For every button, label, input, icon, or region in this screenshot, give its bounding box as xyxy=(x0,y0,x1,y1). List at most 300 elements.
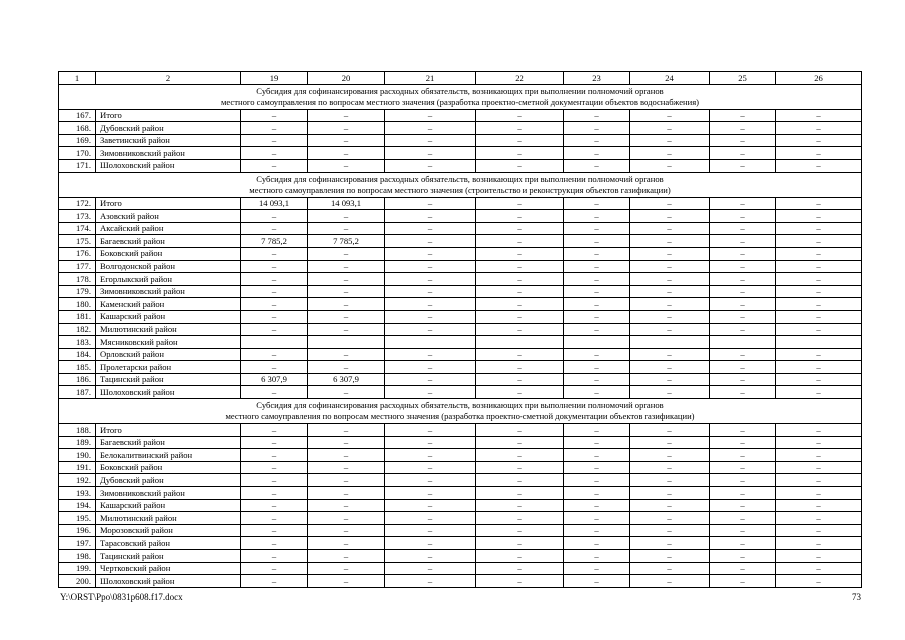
district-name: Шолоховский район xyxy=(96,159,241,172)
value-cell: – xyxy=(241,260,308,273)
value-cell: – xyxy=(308,285,385,298)
value-cell: – xyxy=(564,197,630,210)
value-cell: – xyxy=(710,487,776,500)
value-cell: – xyxy=(776,109,862,122)
value-cell: – xyxy=(308,487,385,500)
district-name: Белокалитвинский район xyxy=(96,449,241,462)
value-cell: – xyxy=(241,562,308,575)
row-number: 167. xyxy=(59,109,96,122)
value-cell: – xyxy=(710,512,776,525)
value-cell: 7 785,2 xyxy=(308,235,385,248)
value-cell: – xyxy=(241,512,308,525)
value-cell: – xyxy=(241,436,308,449)
table-row xyxy=(59,159,862,172)
value-cell: – xyxy=(385,424,476,437)
value-cell: – xyxy=(776,235,862,248)
district-name: Дубовский район xyxy=(96,474,241,487)
value-cell: – xyxy=(776,487,862,500)
value-cell: – xyxy=(476,461,564,474)
table-row xyxy=(59,537,862,550)
value-cell: – xyxy=(710,348,776,361)
value-cell: – xyxy=(776,537,862,550)
value-cell: – xyxy=(308,109,385,122)
value-cell: – xyxy=(710,550,776,563)
table-row xyxy=(59,512,862,525)
value-cell: – xyxy=(564,487,630,500)
value-cell: – xyxy=(710,524,776,537)
value-cell xyxy=(241,336,308,349)
value-cell: – xyxy=(308,298,385,311)
district-name: Багаевский район xyxy=(96,436,241,449)
value-cell: – xyxy=(710,273,776,286)
value-cell: – xyxy=(476,323,564,336)
value-cell: – xyxy=(630,436,710,449)
value-cell: – xyxy=(241,424,308,437)
value-cell: – xyxy=(385,436,476,449)
district-name: Мясниковский район xyxy=(96,336,241,349)
value-cell: – xyxy=(476,562,564,575)
value-cell: 14 093,1 xyxy=(308,197,385,210)
district-name: Пролетарски район xyxy=(96,361,241,374)
value-cell: – xyxy=(776,310,862,323)
value-cell: – xyxy=(776,247,862,260)
value-cell: – xyxy=(385,361,476,374)
value-cell: – xyxy=(710,260,776,273)
value-cell: – xyxy=(476,361,564,374)
value-cell: – xyxy=(241,537,308,550)
value-cell: – xyxy=(630,499,710,512)
section-title xyxy=(59,399,862,424)
column-number-cell: 25 xyxy=(710,72,776,85)
value-cell: – xyxy=(564,361,630,374)
value-cell xyxy=(564,336,630,349)
value-cell: – xyxy=(630,260,710,273)
district-name: Шолоховский район xyxy=(96,386,241,399)
value-cell: – xyxy=(308,122,385,135)
district-name: Орловский район xyxy=(96,348,241,361)
value-cell: – xyxy=(241,524,308,537)
value-cell: – xyxy=(385,222,476,235)
row-number: 178. xyxy=(59,273,96,286)
value-cell: – xyxy=(776,550,862,563)
value-cell: – xyxy=(710,134,776,147)
value-cell: – xyxy=(308,273,385,286)
section-title-row xyxy=(59,84,862,109)
row-number: 187. xyxy=(59,386,96,399)
district-name: Багаевский район xyxy=(96,235,241,248)
value-cell: – xyxy=(308,512,385,525)
row-number: 191. xyxy=(59,461,96,474)
value-cell: – xyxy=(385,159,476,172)
value-cell: – xyxy=(241,348,308,361)
value-cell: – xyxy=(476,159,564,172)
value-cell: – xyxy=(476,235,564,248)
value-cell: – xyxy=(308,134,385,147)
value-cell: – xyxy=(564,575,630,588)
column-number-cell: 24 xyxy=(630,72,710,85)
value-cell: – xyxy=(308,575,385,588)
district-name: Каменский район xyxy=(96,298,241,311)
value-cell: – xyxy=(710,298,776,311)
value-cell: – xyxy=(630,386,710,399)
value-cell: – xyxy=(564,562,630,575)
district-name: Аксайский район xyxy=(96,222,241,235)
table-row xyxy=(59,373,862,386)
row-number: 190. xyxy=(59,449,96,462)
value-cell: – xyxy=(630,361,710,374)
value-cell: – xyxy=(776,575,862,588)
column-number-cell: 23 xyxy=(564,72,630,85)
value-cell: – xyxy=(241,159,308,172)
column-number-row xyxy=(59,72,862,85)
value-cell: – xyxy=(710,109,776,122)
value-cell: – xyxy=(564,159,630,172)
row-number: 186. xyxy=(59,373,96,386)
value-cell: – xyxy=(476,436,564,449)
value-cell: – xyxy=(385,109,476,122)
table-row xyxy=(59,122,862,135)
table-row xyxy=(59,550,862,563)
value-cell: – xyxy=(241,298,308,311)
value-cell: – xyxy=(564,147,630,160)
value-cell: – xyxy=(630,474,710,487)
value-cell: – xyxy=(308,524,385,537)
district-name: Итого xyxy=(96,109,241,122)
value-cell: – xyxy=(564,436,630,449)
value-cell: – xyxy=(710,197,776,210)
value-cell: – xyxy=(776,424,862,437)
row-number: 194. xyxy=(59,499,96,512)
value-cell: – xyxy=(385,197,476,210)
value-cell: – xyxy=(630,461,710,474)
table-row xyxy=(59,210,862,223)
value-cell: – xyxy=(710,235,776,248)
value-cell: – xyxy=(308,222,385,235)
value-cell: – xyxy=(385,210,476,223)
value-cell: – xyxy=(385,386,476,399)
district-name: Кашарский район xyxy=(96,499,241,512)
value-cell: – xyxy=(630,424,710,437)
value-cell: – xyxy=(308,159,385,172)
value-cell: – xyxy=(564,386,630,399)
value-cell: – xyxy=(476,310,564,323)
table-row xyxy=(59,222,862,235)
value-cell: – xyxy=(630,575,710,588)
value-cell: – xyxy=(710,159,776,172)
table-row xyxy=(59,134,862,147)
value-cell: – xyxy=(241,210,308,223)
value-cell: – xyxy=(776,348,862,361)
value-cell: – xyxy=(241,134,308,147)
value-cell: – xyxy=(385,122,476,135)
value-cell: 6 307,9 xyxy=(308,373,385,386)
value-cell: – xyxy=(776,373,862,386)
value-cell: – xyxy=(476,386,564,399)
value-cell: – xyxy=(308,436,385,449)
value-cell: – xyxy=(710,373,776,386)
district-name: Егорлыкский район xyxy=(96,273,241,286)
value-cell: – xyxy=(385,461,476,474)
page-number: 73 xyxy=(852,592,861,602)
district-name: Волгодонской район xyxy=(96,260,241,273)
value-cell: – xyxy=(476,424,564,437)
value-cell: – xyxy=(564,348,630,361)
value-cell: – xyxy=(308,147,385,160)
row-number: 171. xyxy=(59,159,96,172)
value-cell: – xyxy=(241,273,308,286)
value-cell: – xyxy=(241,474,308,487)
value-cell: – xyxy=(476,210,564,223)
value-cell: – xyxy=(776,361,862,374)
value-cell: – xyxy=(564,424,630,437)
value-cell: – xyxy=(385,537,476,550)
value-cell: – xyxy=(710,310,776,323)
value-cell: – xyxy=(385,273,476,286)
value-cell: – xyxy=(476,474,564,487)
value-cell: – xyxy=(385,310,476,323)
district-name: Боковский район xyxy=(96,247,241,260)
value-cell xyxy=(476,336,564,349)
value-cell: – xyxy=(564,122,630,135)
district-name: Тарасовский район xyxy=(96,537,241,550)
table-row xyxy=(59,260,862,273)
value-cell: – xyxy=(564,373,630,386)
value-cell: – xyxy=(308,550,385,563)
value-cell: – xyxy=(308,424,385,437)
value-cell: – xyxy=(630,147,710,160)
value-cell: – xyxy=(385,373,476,386)
district-name: Зимовниковский район xyxy=(96,487,241,500)
value-cell xyxy=(385,336,476,349)
value-cell: – xyxy=(564,109,630,122)
value-cell: – xyxy=(241,247,308,260)
value-cell: – xyxy=(630,449,710,462)
value-cell: – xyxy=(241,461,308,474)
value-cell: – xyxy=(776,474,862,487)
value-cell: – xyxy=(776,323,862,336)
value-cell: – xyxy=(710,386,776,399)
value-cell: – xyxy=(776,386,862,399)
value-cell: – xyxy=(710,449,776,462)
value-cell: – xyxy=(564,550,630,563)
table-row xyxy=(59,273,862,286)
value-cell: – xyxy=(476,449,564,462)
value-cell: – xyxy=(476,348,564,361)
value-cell: – xyxy=(564,524,630,537)
section-title xyxy=(59,172,862,197)
value-cell: – xyxy=(241,122,308,135)
row-number: 185. xyxy=(59,361,96,374)
table-row xyxy=(59,109,862,122)
section-title-row xyxy=(59,172,862,197)
value-cell: – xyxy=(385,298,476,311)
row-number: 180. xyxy=(59,298,96,311)
district-name: Заветинский район xyxy=(96,134,241,147)
value-cell: – xyxy=(308,260,385,273)
value-cell: – xyxy=(476,197,564,210)
district-name: Итого xyxy=(96,424,241,437)
column-number-cell: 22 xyxy=(476,72,564,85)
section-title-line: местного самоуправления по вопросам местного значения (разработка проектно-сметной документации объектов водоснабжения) xyxy=(220,96,700,107)
value-cell: – xyxy=(630,210,710,223)
table-row xyxy=(59,323,862,336)
value-cell: – xyxy=(476,575,564,588)
row-number: 184. xyxy=(59,348,96,361)
value-cell: – xyxy=(241,386,308,399)
district-name: Кашарский район xyxy=(96,310,241,323)
row-number: 177. xyxy=(59,260,96,273)
value-cell: – xyxy=(710,499,776,512)
table-row xyxy=(59,298,862,311)
value-cell: – xyxy=(630,273,710,286)
row-number: 199. xyxy=(59,562,96,575)
value-cell: – xyxy=(308,247,385,260)
value-cell: – xyxy=(241,550,308,563)
value-cell: – xyxy=(385,348,476,361)
value-cell: – xyxy=(476,285,564,298)
value-cell: – xyxy=(564,474,630,487)
value-cell: – xyxy=(630,134,710,147)
value-cell: – xyxy=(710,323,776,336)
value-cell: – xyxy=(476,512,564,525)
district-name: Тацинский район xyxy=(96,373,241,386)
value-cell: – xyxy=(476,247,564,260)
value-cell: – xyxy=(241,222,308,235)
value-cell: – xyxy=(385,474,476,487)
file-path: Y:\ORST\Ppo\0831p608.f17.docx xyxy=(60,592,183,602)
value-cell: – xyxy=(710,361,776,374)
value-cell: – xyxy=(776,122,862,135)
value-cell: – xyxy=(776,562,862,575)
value-cell: – xyxy=(564,210,630,223)
value-cell: – xyxy=(564,499,630,512)
value-cell: – xyxy=(630,197,710,210)
value-cell: – xyxy=(710,562,776,575)
table-row xyxy=(59,147,862,160)
value-cell: – xyxy=(385,285,476,298)
district-name: Дубовский район xyxy=(96,122,241,135)
table-row xyxy=(59,487,862,500)
value-cell: – xyxy=(564,323,630,336)
value-cell: – xyxy=(241,285,308,298)
value-cell: – xyxy=(564,537,630,550)
district-name: Тацинский район xyxy=(96,550,241,563)
value-cell: – xyxy=(776,436,862,449)
value-cell: – xyxy=(710,210,776,223)
value-cell: – xyxy=(564,461,630,474)
value-cell: – xyxy=(308,310,385,323)
value-cell: – xyxy=(241,487,308,500)
row-number: 170. xyxy=(59,147,96,160)
value-cell: – xyxy=(564,449,630,462)
table-row xyxy=(59,310,862,323)
value-cell: – xyxy=(564,273,630,286)
value-cell: 14 093,1 xyxy=(241,197,308,210)
district-name: Морозовский район xyxy=(96,524,241,537)
value-cell: – xyxy=(776,461,862,474)
value-cell: – xyxy=(776,499,862,512)
value-cell: – xyxy=(476,537,564,550)
row-number: 189. xyxy=(59,436,96,449)
value-cell: – xyxy=(710,575,776,588)
budget-table xyxy=(58,71,862,588)
value-cell: – xyxy=(776,210,862,223)
row-number: 172. xyxy=(59,197,96,210)
value-cell: – xyxy=(385,562,476,575)
value-cell: – xyxy=(776,524,862,537)
table-row xyxy=(59,499,862,512)
column-number-cell: 19 xyxy=(241,72,308,85)
value-cell: – xyxy=(710,222,776,235)
value-cell: – xyxy=(308,386,385,399)
table-row xyxy=(59,562,862,575)
value-cell: – xyxy=(308,461,385,474)
value-cell: – xyxy=(630,222,710,235)
value-cell: – xyxy=(630,487,710,500)
district-name: Чертковский район xyxy=(96,562,241,575)
value-cell xyxy=(308,336,385,349)
value-cell: – xyxy=(385,260,476,273)
value-cell: – xyxy=(385,575,476,588)
value-cell: – xyxy=(385,487,476,500)
value-cell: – xyxy=(776,134,862,147)
value-cell: – xyxy=(476,260,564,273)
value-cell: – xyxy=(630,323,710,336)
table-row xyxy=(59,197,862,210)
value-cell: – xyxy=(308,449,385,462)
value-cell xyxy=(630,336,710,349)
row-number: 192. xyxy=(59,474,96,487)
value-cell: – xyxy=(564,285,630,298)
column-number-cell: 21 xyxy=(385,72,476,85)
value-cell: – xyxy=(476,524,564,537)
row-number: 196. xyxy=(59,524,96,537)
value-cell: – xyxy=(476,109,564,122)
value-cell: – xyxy=(776,273,862,286)
value-cell: – xyxy=(564,235,630,248)
district-name: Милютинский район xyxy=(96,512,241,525)
value-cell: – xyxy=(564,134,630,147)
value-cell: – xyxy=(308,499,385,512)
row-number: 197. xyxy=(59,537,96,550)
row-number: 193. xyxy=(59,487,96,500)
column-number-cell: 1 xyxy=(59,72,96,85)
section-title-line: Субсидия для софинансирования расходных обязательств, возникающих при выполнении полномочий органов xyxy=(256,85,664,96)
value-cell: – xyxy=(476,499,564,512)
table-row xyxy=(59,575,862,588)
value-cell: – xyxy=(710,247,776,260)
value-cell: – xyxy=(385,449,476,462)
value-cell: – xyxy=(308,361,385,374)
value-cell: – xyxy=(564,310,630,323)
value-cell: – xyxy=(308,348,385,361)
value-cell: – xyxy=(385,247,476,260)
district-name: Азовский район xyxy=(96,210,241,223)
row-number: 182. xyxy=(59,323,96,336)
table-row xyxy=(59,348,862,361)
value-cell: – xyxy=(710,424,776,437)
value-cell: – xyxy=(476,298,564,311)
value-cell: – xyxy=(476,273,564,286)
value-cell: – xyxy=(241,361,308,374)
value-cell: – xyxy=(476,222,564,235)
value-cell: 7 785,2 xyxy=(241,235,308,248)
value-cell: – xyxy=(630,512,710,525)
value-cell: – xyxy=(630,122,710,135)
table-row xyxy=(59,386,862,399)
section-title-line: Субсидия для софинансирования расходных обязательств, возникающих при выполнении полномочий органов xyxy=(256,173,664,184)
value-cell: – xyxy=(710,537,776,550)
